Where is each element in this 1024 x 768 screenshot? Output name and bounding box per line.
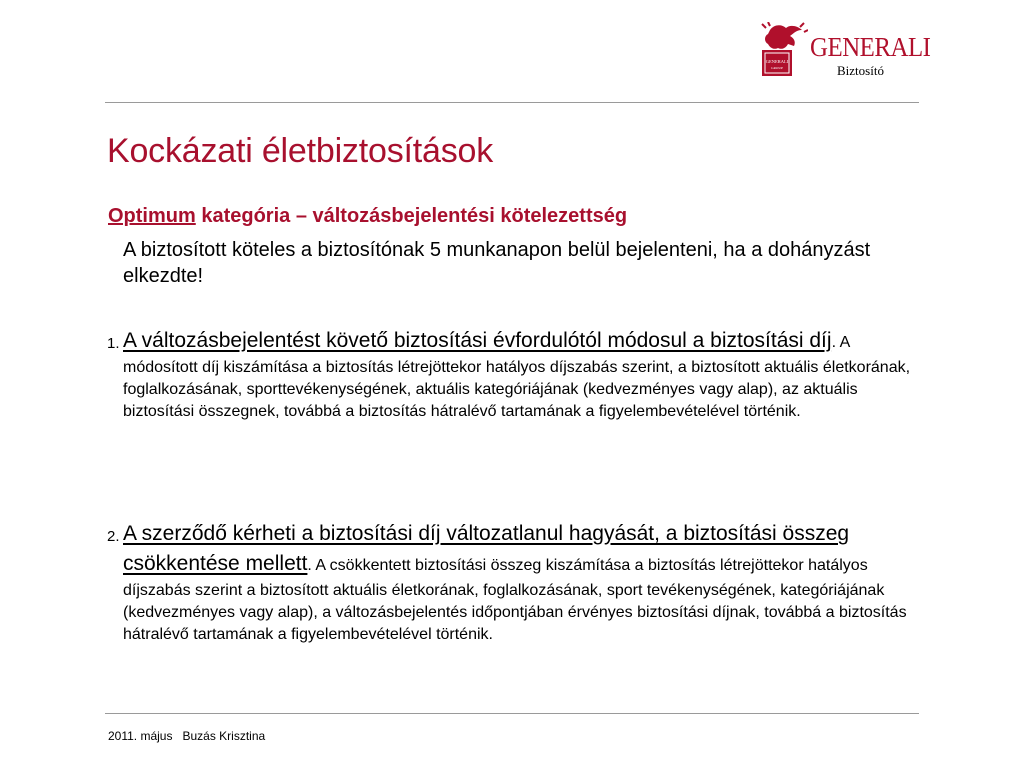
- generali-logo: [760, 22, 931, 80]
- bottom-divider: [105, 713, 919, 714]
- list-item-number: 2.: [107, 528, 120, 545]
- slide-title: Kockázati életbiztosítások: [107, 132, 493, 170]
- footer-author: Buzás Krisztina: [182, 729, 266, 743]
- list-item-number: 1.: [107, 335, 120, 352]
- top-divider: [105, 102, 919, 103]
- svg-text:GROUP: GROUP: [771, 66, 783, 70]
- intro-paragraph: A biztosított köteles a biztosítónak 5 munkanapon belül bejelenteni, ha a dohányzást elkezdte!: [123, 239, 871, 287]
- subheading-rest: kategória – változásbejelentési kötelezettség: [195, 205, 628, 227]
- brand-subtitle: Biztosító: [837, 63, 884, 78]
- list-item-lead: A változásbejelentést követő biztosítási évfordulótól módosul a biztosítási díj: [123, 329, 832, 352]
- footer-date: 2011. május: [108, 729, 173, 743]
- svg-text:GENERALI: GENERALI: [765, 59, 789, 64]
- list-item: [107, 520, 923, 646]
- list-item-text: . A módosított díj kiszámítása a biztosítás létrejöttekor hatályos díjszabás szerint, a biztosított aktuális életkorának, foglalkozásának, sporttevékenységének, aktuális kategóriájának (kedvezményes vagy alap), az aktuális biztosítási összegnek, továbbá a biztosítás hátralévő tartamának a figyelembevételével történik.: [123, 334, 911, 420]
- footer: [108, 729, 265, 743]
- list-item-text: . A csökkentett biztosítási összeg kiszámítása a biztosítás létrejöttekor hatályos díjszabás szerint a biztosított aktuális életkorának, foglalkozásának, sport tevékenységének, kategóriájának (kedvezményes vagy alap), a változásbejelentés időpontjában érvényes biztosítási díjnak, továbbá a biztosítás hátralévő tartamának a figyelembevételével történik.: [123, 557, 907, 643]
- subheading-category: Optimum: [108, 205, 196, 227]
- brand-name: GENERALI: [810, 32, 931, 62]
- lion-seal-icon: [760, 22, 808, 78]
- list-item-lead: A szerződő kérheti a biztosítási díj változatlanul hagyását, a biztosítási összeg csökkentése mellett: [123, 522, 850, 575]
- list-item: [107, 327, 923, 423]
- slide-subheading: [108, 205, 627, 228]
